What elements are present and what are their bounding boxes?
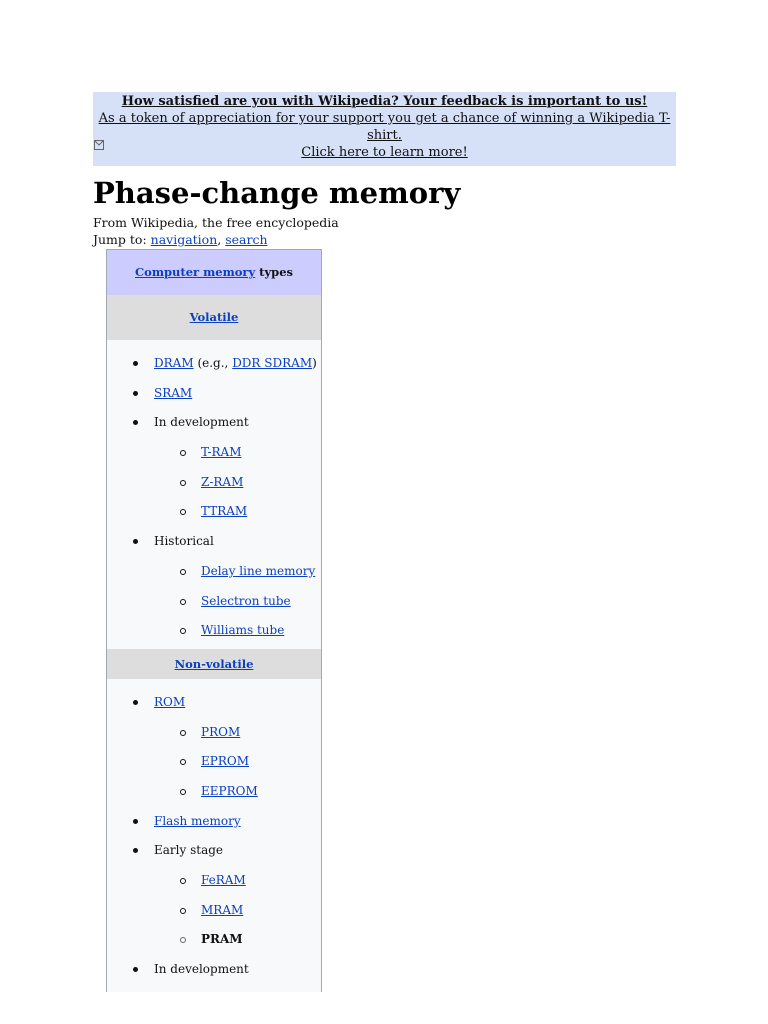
list-item [107, 747, 321, 777]
circle-bullet-icon [180, 450, 186, 456]
circle-bullet-icon [180, 789, 186, 795]
circle-bullet-icon [180, 937, 186, 943]
early-stage-label: Early stage [154, 843, 223, 858]
jump-to [93, 232, 268, 248]
jump-to-search-link[interactable]: search [225, 232, 268, 247]
ttram-link[interactable]: TTRAM [201, 504, 248, 519]
feedback-banner [93, 92, 676, 166]
list-item [107, 955, 321, 985]
selectron-tube-link[interactable]: Selectron tube [201, 593, 291, 608]
bullet-icon [133, 391, 138, 396]
bullet-icon [133, 700, 138, 705]
feram-link[interactable]: FeRAM [201, 873, 246, 887]
list-item [107, 468, 321, 498]
jump-to-separator: , [217, 232, 222, 247]
computer-memory-link[interactable]: Computer memory [135, 265, 256, 279]
bullet-icon [133, 819, 138, 824]
feedback-title-link[interactable]: How satisfied are you with Wikipedia? Your feedback is important to us! [121, 94, 648, 109]
ddr-sdram-link[interactable]: DDR SDRAM [232, 356, 313, 370]
list-item [107, 836, 321, 866]
list-item [107, 408, 321, 438]
list-item [107, 497, 321, 527]
circle-bullet-icon [180, 569, 186, 575]
circle-bullet-icon [180, 878, 186, 884]
circle-bullet-icon [180, 908, 186, 914]
list-item [107, 925, 321, 955]
historical-label: Historical [154, 534, 214, 549]
flash-memory-link[interactable]: Flash memory [154, 813, 241, 828]
list-item [107, 349, 321, 379]
list-item [107, 777, 321, 807]
dram-link[interactable]: DRAM [154, 356, 194, 370]
list-item [107, 527, 321, 557]
dram-close-text: ) [312, 356, 317, 370]
list-item [107, 866, 321, 896]
non-volatile-in-development-label: In development [154, 962, 249, 977]
z-ram-link[interactable]: Z-RAM [201, 474, 244, 489]
mram-link[interactable]: MRAM [201, 902, 244, 917]
non-volatile-group-header [107, 649, 321, 679]
t-ram-link[interactable]: T-RAM [201, 445, 242, 460]
list-item [107, 807, 321, 837]
jump-to-label: Jump to: [93, 232, 147, 247]
computer-memory-navbox [106, 249, 322, 992]
williams-tube-link[interactable]: Williams tube [201, 623, 285, 638]
jump-to-navigation-link[interactable]: navigation [150, 232, 218, 247]
list-item [107, 896, 321, 926]
navbox-header-suffix: types [259, 265, 293, 279]
bullet-icon [133, 967, 138, 972]
circle-bullet-icon [180, 759, 186, 765]
volatile-link[interactable]: Volatile [189, 310, 239, 324]
list-item [107, 718, 321, 748]
list-item [107, 688, 321, 718]
non-volatile-link[interactable]: Non-volatile [174, 656, 254, 671]
volatile-group-header [107, 295, 321, 340]
broken-image-icon [94, 140, 104, 150]
volatile-list [107, 349, 321, 646]
bullet-icon [133, 539, 138, 544]
bullet-icon [133, 420, 138, 425]
bullet-icon [133, 361, 138, 366]
eprom-link[interactable]: EPROM [201, 754, 249, 769]
page-subtitle: From Wikipedia, the free encyclopedia [93, 215, 339, 230]
circle-bullet-icon [180, 628, 186, 634]
sram-link[interactable]: SRAM [154, 385, 193, 400]
circle-bullet-icon [180, 730, 186, 736]
list-item [107, 557, 321, 587]
volatile-in-development-label: In development [154, 415, 249, 430]
feedback-learn-more-link[interactable]: Click here to learn more! [301, 145, 468, 160]
feedback-tshirt-link[interactable]: As a token of appreciation for your support you get a chance of winning a Wikipedia T-shirt. [98, 111, 671, 143]
list-item [107, 438, 321, 468]
rom-link[interactable]: ROM [154, 694, 186, 709]
non-volatile-list [107, 688, 321, 985]
page-title: Phase-change memory [93, 176, 461, 210]
dram-eg-text: (e.g., [197, 356, 229, 370]
pram-current-label: PRAM [201, 932, 243, 947]
navbox-header [107, 250, 321, 295]
circle-bullet-icon [180, 480, 186, 486]
list-item [107, 616, 321, 646]
list-item [107, 587, 321, 617]
bullet-icon [133, 848, 138, 853]
prom-link[interactable]: PROM [201, 724, 241, 739]
delay-line-memory-link[interactable]: Delay line memory [201, 563, 316, 578]
circle-bullet-icon [180, 509, 186, 515]
circle-bullet-icon [180, 599, 186, 605]
eeprom-link[interactable]: EEPROM [201, 783, 258, 798]
list-item [107, 379, 321, 409]
